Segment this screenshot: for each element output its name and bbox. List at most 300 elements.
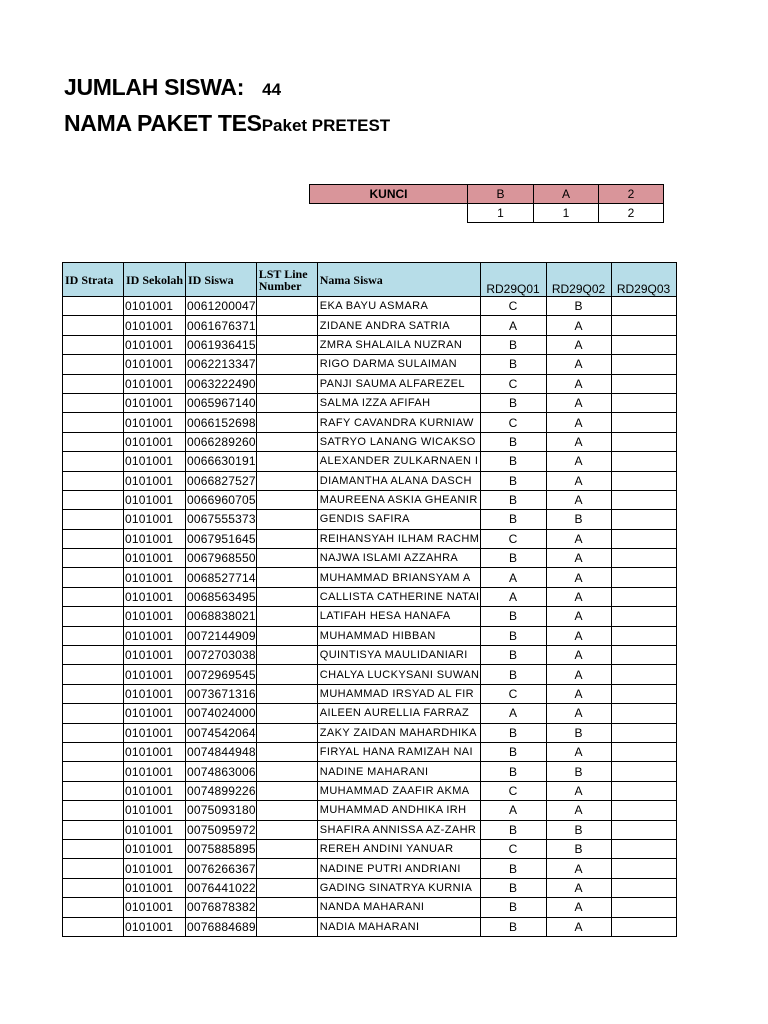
cell-rd29q01[interactable]: A (480, 316, 546, 335)
table-row (63, 316, 677, 335)
cell-id-strata[interactable] (63, 471, 124, 490)
cell-id-siswa[interactable]: 0072144909 (186, 626, 257, 645)
cell-rd29q01[interactable]: C (480, 781, 546, 800)
cell-id-strata[interactable] (63, 646, 124, 665)
cell-lst-line-number[interactable] (256, 452, 317, 471)
cell-id-strata[interactable] (63, 665, 124, 684)
nama-paket-line (64, 110, 390, 137)
cell-rd29q03[interactable] (611, 432, 676, 451)
kunci-table (309, 184, 664, 223)
cell-nama-siswa[interactable]: MUHAMMAD ZAAFIR AKMA (317, 781, 480, 800)
cell-rd29q01[interactable]: A (480, 704, 546, 723)
table-row (63, 723, 677, 742)
cell-lst-line-number[interactable] (256, 665, 317, 684)
cell-id-sekolah[interactable]: 0101001 (124, 490, 186, 509)
cell-rd29q03[interactable] (611, 393, 676, 412)
cell-id-siswa[interactable]: 0061200047 (186, 297, 257, 316)
cell-id-siswa[interactable]: 0072703038 (186, 646, 257, 665)
cell-id-strata[interactable] (63, 510, 124, 529)
cell-lst-line-number[interactable] (256, 626, 317, 645)
cell-id-sekolah[interactable]: 0101001 (124, 393, 186, 412)
cell-id-strata[interactable] (63, 723, 124, 742)
cell-rd29q03[interactable] (611, 839, 676, 858)
cell-rd29q02[interactable]: A (546, 665, 611, 684)
cell-rd29q01[interactable]: B (480, 723, 546, 742)
cell-lst-line-number[interactable] (256, 549, 317, 568)
cell-rd29q03[interactable] (611, 859, 676, 878)
cell-nama-siswa[interactable]: GENDIS SAFIRA (317, 510, 480, 529)
cell-lst-line-number[interactable] (256, 684, 317, 703)
nama-paket-label: NAMA PAKET TES (64, 110, 262, 136)
cell-rd29q02[interactable]: A (546, 607, 611, 626)
cell-rd29q02[interactable]: A (546, 859, 611, 878)
cell-id-sekolah[interactable]: 0101001 (124, 781, 186, 800)
cell-rd29q01[interactable]: B (480, 335, 546, 354)
cell-id-sekolah[interactable]: 0101001 (124, 878, 186, 897)
cell-rd29q02[interactable]: B (546, 723, 611, 742)
cell-rd29q02[interactable]: A (546, 471, 611, 490)
cell-id-strata[interactable] (63, 781, 124, 800)
cell-lst-line-number[interactable] (256, 839, 317, 858)
cell-rd29q01[interactable]: B (480, 471, 546, 490)
cell-rd29q02[interactable]: A (546, 355, 611, 374)
cell-id-strata[interactable] (63, 549, 124, 568)
cell-id-sekolah[interactable]: 0101001 (124, 432, 186, 451)
table-row (63, 393, 677, 412)
cell-rd29q03[interactable] (611, 762, 676, 781)
cell-id-siswa[interactable]: 0074844948 (186, 742, 257, 761)
cell-id-sekolah[interactable]: 0101001 (124, 355, 186, 374)
cell-id-siswa[interactable]: 0066289260 (186, 432, 257, 451)
cell-id-strata[interactable] (63, 587, 124, 606)
cell-rd29q03[interactable] (611, 704, 676, 723)
cell-id-sekolah[interactable]: 0101001 (124, 626, 186, 645)
cell-rd29q02[interactable]: A (546, 393, 611, 412)
cell-lst-line-number[interactable] (256, 297, 317, 316)
col-header-id-sekolah[interactable]: ID Sekolah (124, 263, 186, 297)
student-table-body (63, 297, 677, 937)
table-row (63, 762, 677, 781)
cell-id-strata[interactable] (63, 839, 124, 858)
cell-lst-line-number[interactable] (256, 316, 317, 335)
kunci-score-q2[interactable]: 1 (534, 204, 599, 223)
cell-nama-siswa[interactable]: CALLISTA CATHERINE NATAI (317, 587, 480, 606)
kunci-answer-q1[interactable]: B (468, 185, 534, 204)
cell-rd29q01[interactable]: B (480, 742, 546, 761)
kunci-score-q1[interactable]: 1 (468, 204, 534, 223)
cell-rd29q01[interactable]: B (480, 917, 546, 936)
cell-nama-siswa[interactable]: DIAMANTHA ALANA DASCH (317, 471, 480, 490)
cell-lst-line-number[interactable] (256, 801, 317, 820)
table-row (63, 510, 677, 529)
cell-rd29q01[interactable]: B (480, 490, 546, 509)
cell-id-sekolah[interactable]: 0101001 (124, 510, 186, 529)
cell-rd29q02[interactable]: A (546, 878, 611, 897)
cell-rd29q02[interactable]: A (546, 316, 611, 335)
cell-id-siswa[interactable]: 0061676371 (186, 316, 257, 335)
cell-rd29q02[interactable]: B (546, 820, 611, 839)
cell-nama-siswa[interactable]: ZIDANE ANDRA SATRIA (317, 316, 480, 335)
cell-id-sekolah[interactable]: 0101001 (124, 529, 186, 548)
cell-id-siswa[interactable]: 0074024000 (186, 704, 257, 723)
cell-lst-line-number[interactable] (256, 859, 317, 878)
cell-id-sekolah[interactable]: 0101001 (124, 820, 186, 839)
cell-id-siswa[interactable]: 0066960705 (186, 490, 257, 509)
cell-nama-siswa[interactable]: MUHAMMAD BRIANSYAM A (317, 568, 480, 587)
col-header-lst-line-number[interactable]: LST Line Number (256, 263, 317, 297)
nama-paket-value: Paket PRETEST (261, 116, 391, 135)
table-row (63, 452, 677, 471)
table-row (63, 471, 677, 490)
cell-id-strata[interactable] (63, 742, 124, 761)
cell-id-sekolah[interactable]: 0101001 (124, 723, 186, 742)
cell-id-siswa[interactable]: 0074542064 (186, 723, 257, 742)
cell-rd29q01[interactable]: B (480, 665, 546, 684)
col-header-rd29q02[interactable]: RD29Q02 (546, 263, 611, 297)
cell-rd29q03[interactable] (611, 665, 676, 684)
cell-id-siswa[interactable]: 0072969545 (186, 665, 257, 684)
cell-lst-line-number[interactable] (256, 413, 317, 432)
cell-id-strata[interactable] (63, 626, 124, 645)
cell-rd29q01[interactable]: B (480, 820, 546, 839)
cell-rd29q03[interactable] (611, 801, 676, 820)
cell-lst-line-number[interactable] (256, 568, 317, 587)
cell-id-strata[interactable] (63, 607, 124, 626)
cell-rd29q01[interactable]: B (480, 626, 546, 645)
table-row (63, 820, 677, 839)
cell-id-sekolah[interactable]: 0101001 (124, 413, 186, 432)
cell-rd29q03[interactable] (611, 374, 676, 393)
cell-id-siswa[interactable]: 0066827527 (186, 471, 257, 490)
cell-id-sekolah[interactable]: 0101001 (124, 859, 186, 878)
cell-rd29q02[interactable]: A (546, 587, 611, 606)
cell-rd29q03[interactable] (611, 471, 676, 490)
cell-id-siswa[interactable]: 0066630191 (186, 452, 257, 471)
cell-nama-siswa[interactable]: NAJWA ISLAMI AZZAHRA (317, 549, 480, 568)
cell-id-strata[interactable] (63, 335, 124, 354)
cell-lst-line-number[interactable] (256, 374, 317, 393)
cell-id-strata[interactable] (63, 684, 124, 703)
cell-lst-line-number[interactable] (256, 781, 317, 800)
cell-lst-line-number[interactable] (256, 490, 317, 509)
cell-rd29q02[interactable]: A (546, 432, 611, 451)
cell-id-strata[interactable] (63, 878, 124, 897)
cell-id-sekolah[interactable]: 0101001 (124, 898, 186, 917)
cell-rd29q01[interactable]: B (480, 510, 546, 529)
cell-rd29q02[interactable]: B (546, 510, 611, 529)
cell-rd29q02[interactable]: B (546, 762, 611, 781)
cell-id-siswa[interactable]: 0067951645 (186, 529, 257, 548)
cell-nama-siswa[interactable]: SATRYO LANANG WICAKSO (317, 432, 480, 451)
cell-rd29q01[interactable]: B (480, 393, 546, 412)
cell-id-sekolah[interactable]: 0101001 (124, 742, 186, 761)
cell-rd29q02[interactable]: A (546, 781, 611, 800)
cell-rd29q01[interactable]: C (480, 684, 546, 703)
cell-rd29q02[interactable]: A (546, 704, 611, 723)
cell-rd29q01[interactable]: C (480, 529, 546, 548)
cell-id-strata[interactable] (63, 529, 124, 548)
cell-id-strata[interactable] (63, 432, 124, 451)
cell-rd29q01[interactable]: B (480, 355, 546, 374)
cell-id-strata[interactable] (63, 490, 124, 509)
cell-nama-siswa[interactable]: EKA BAYU ASMARA (317, 297, 480, 316)
cell-nama-siswa[interactable]: SALMA IZZA AFIFAH (317, 393, 480, 412)
cell-rd29q01[interactable]: A (480, 801, 546, 820)
cell-rd29q02[interactable]: A (546, 646, 611, 665)
cell-id-strata[interactable] (63, 859, 124, 878)
cell-lst-line-number[interactable] (256, 917, 317, 936)
cell-lst-line-number[interactable] (256, 820, 317, 839)
col-header-rd29q03[interactable]: RD29Q03 (611, 263, 676, 297)
cell-id-sekolah[interactable]: 0101001 (124, 762, 186, 781)
cell-rd29q01[interactable]: B (480, 432, 546, 451)
cell-id-siswa[interactable]: 0068527714 (186, 568, 257, 587)
cell-id-strata[interactable] (63, 393, 124, 412)
cell-id-siswa[interactable]: 0076884689 (186, 917, 257, 936)
cell-id-strata[interactable] (63, 355, 124, 374)
kunci-score-q3[interactable]: 2 (599, 204, 664, 223)
cell-nama-siswa[interactable]: ZMRA SHALAILA NUZRAN (317, 335, 480, 354)
cell-id-sekolah[interactable]: 0101001 (124, 297, 186, 316)
cell-id-siswa[interactable]: 0065967140 (186, 393, 257, 412)
cell-rd29q02[interactable]: A (546, 529, 611, 548)
cell-id-strata[interactable] (63, 413, 124, 432)
cell-rd29q03[interactable] (611, 917, 676, 936)
col-header-id-siswa[interactable]: ID Siswa (186, 263, 257, 297)
cell-nama-siswa[interactable]: REIHANSYAH ILHAM RACHM (317, 529, 480, 548)
cell-lst-line-number[interactable] (256, 355, 317, 374)
cell-id-sekolah[interactable]: 0101001 (124, 374, 186, 393)
cell-rd29q02[interactable]: A (546, 413, 611, 432)
cell-rd29q02[interactable]: A (546, 549, 611, 568)
cell-rd29q01[interactable]: C (480, 413, 546, 432)
cell-id-sekolah[interactable]: 0101001 (124, 801, 186, 820)
cell-nama-siswa[interactable]: MAUREENA ASKIA GHEANIR (317, 490, 480, 509)
cell-id-strata[interactable] (63, 452, 124, 471)
cell-rd29q03[interactable] (611, 490, 676, 509)
cell-id-strata[interactable] (63, 898, 124, 917)
cell-id-strata[interactable] (63, 917, 124, 936)
table-row (63, 859, 677, 878)
cell-rd29q01[interactable]: A (480, 568, 546, 587)
cell-lst-line-number[interactable] (256, 587, 317, 606)
cell-lst-line-number[interactable] (256, 510, 317, 529)
cell-rd29q01[interactable]: B (480, 646, 546, 665)
cell-nama-siswa[interactable]: ALEXANDER ZULKARNAEN I (317, 452, 480, 471)
cell-id-strata[interactable] (63, 568, 124, 587)
cell-lst-line-number[interactable] (256, 762, 317, 781)
cell-nama-siswa[interactable]: MUHAMMAD IRSYAD AL FIR (317, 684, 480, 703)
cell-lst-line-number[interactable] (256, 393, 317, 412)
cell-rd29q03[interactable] (611, 316, 676, 335)
table-row (63, 490, 677, 509)
cell-rd29q03[interactable] (611, 413, 676, 432)
cell-nama-siswa[interactable]: CHALYA LUCKYSANI SUWAN (317, 665, 480, 684)
cell-id-sekolah[interactable]: 0101001 (124, 665, 186, 684)
cell-id-strata[interactable] (63, 820, 124, 839)
cell-id-siswa[interactable]: 0076878382 (186, 898, 257, 917)
cell-id-siswa[interactable]: 0068563495 (186, 587, 257, 606)
table-row (63, 742, 677, 761)
cell-nama-siswa[interactable]: AILEEN AURELLIA FARRAZ (317, 704, 480, 723)
cell-lst-line-number[interactable] (256, 607, 317, 626)
cell-rd29q03[interactable] (611, 820, 676, 839)
cell-rd29q03[interactable] (611, 607, 676, 626)
cell-rd29q01[interactable]: C (480, 374, 546, 393)
cell-id-strata[interactable] (63, 297, 124, 316)
cell-rd29q03[interactable] (611, 898, 676, 917)
cell-rd29q01[interactable]: C (480, 297, 546, 316)
cell-id-siswa[interactable]: 0075093180 (186, 801, 257, 820)
cell-rd29q02[interactable]: A (546, 917, 611, 936)
cell-id-sekolah[interactable]: 0101001 (124, 839, 186, 858)
cell-nama-siswa[interactable]: NADINE PUTRI ANDRIANI (317, 859, 480, 878)
cell-nama-siswa[interactable]: MUHAMMAD ANDHIKA IRH (317, 801, 480, 820)
cell-id-sekolah[interactable]: 0101001 (124, 316, 186, 335)
cell-rd29q03[interactable] (611, 568, 676, 587)
cell-rd29q01[interactable]: B (480, 762, 546, 781)
cell-id-siswa[interactable]: 0075095972 (186, 820, 257, 839)
cell-nama-siswa[interactable]: MUHAMMAD HIBBAN (317, 626, 480, 645)
cell-rd29q02[interactable]: A (546, 626, 611, 645)
cell-rd29q03[interactable] (611, 529, 676, 548)
cell-id-siswa[interactable]: 0063222490 (186, 374, 257, 393)
cell-nama-siswa[interactable]: REREH ANDINI YANUAR (317, 839, 480, 858)
cell-id-siswa[interactable]: 0068838021 (186, 607, 257, 626)
cell-id-siswa[interactable]: 0075885895 (186, 839, 257, 858)
cell-rd29q02[interactable]: A (546, 374, 611, 393)
cell-rd29q01[interactable]: A (480, 587, 546, 606)
cell-lst-line-number[interactable] (256, 646, 317, 665)
cell-id-strata[interactable] (63, 801, 124, 820)
cell-nama-siswa[interactable]: SHAFIRA ANNISSA AZ-ZAHR (317, 820, 480, 839)
cell-id-strata[interactable] (63, 762, 124, 781)
cell-nama-siswa[interactable]: RIGO DARMA SULAIMAN (317, 355, 480, 374)
cell-id-siswa[interactable]: 0076266367 (186, 859, 257, 878)
cell-rd29q02[interactable]: A (546, 742, 611, 761)
cell-rd29q02[interactable]: B (546, 839, 611, 858)
cell-nama-siswa[interactable]: QUINTISYA MAULIDANIARI (317, 646, 480, 665)
cell-lst-line-number[interactable] (256, 529, 317, 548)
cell-rd29q01[interactable]: B (480, 878, 546, 897)
cell-id-sekolah[interactable]: 0101001 (124, 587, 186, 606)
cell-rd29q03[interactable] (611, 646, 676, 665)
cell-rd29q03[interactable] (611, 587, 676, 606)
cell-id-siswa[interactable]: 0073671316 (186, 684, 257, 703)
cell-rd29q02[interactable]: A (546, 568, 611, 587)
cell-rd29q03[interactable] (611, 355, 676, 374)
cell-id-strata[interactable] (63, 704, 124, 723)
kunci-label[interactable]: KUNCI (310, 185, 468, 204)
cell-lst-line-number[interactable] (256, 878, 317, 897)
cell-rd29q03[interactable] (611, 723, 676, 742)
cell-id-siswa[interactable]: 0074863006 (186, 762, 257, 781)
cell-nama-siswa[interactable]: NADINE MAHARANI (317, 762, 480, 781)
cell-rd29q02[interactable]: A (546, 490, 611, 509)
cell-rd29q03[interactable] (611, 297, 676, 316)
cell-id-strata[interactable] (63, 316, 124, 335)
cell-id-strata[interactable] (63, 374, 124, 393)
cell-rd29q02[interactable]: A (546, 335, 611, 354)
cell-rd29q01[interactable]: B (480, 549, 546, 568)
cell-lst-line-number[interactable] (256, 723, 317, 742)
cell-id-sekolah[interactable]: 0101001 (124, 607, 186, 626)
cell-rd29q03[interactable] (611, 684, 676, 703)
cell-id-siswa[interactable]: 0062213347 (186, 355, 257, 374)
cell-rd29q03[interactable] (611, 335, 676, 354)
cell-nama-siswa[interactable]: NADIA MAHARANI (317, 917, 480, 936)
cell-nama-siswa[interactable]: PANJI SAUMA ALFAREZEL (317, 374, 480, 393)
jumlah-siswa-line (64, 74, 281, 101)
cell-rd29q01[interactable]: B (480, 898, 546, 917)
cell-nama-siswa[interactable]: NANDA MAHARANI (317, 898, 480, 917)
jumlah-siswa-value: 44 (262, 80, 282, 99)
cell-rd29q01[interactable]: B (480, 452, 546, 471)
cell-lst-line-number[interactable] (256, 742, 317, 761)
cell-nama-siswa[interactable]: FIRYAL HANA RAMIZAH NAI (317, 742, 480, 761)
cell-rd29q02[interactable]: B (546, 297, 611, 316)
cell-id-sekolah[interactable]: 0101001 (124, 335, 186, 354)
cell-id-siswa[interactable]: 0066152698 (186, 413, 257, 432)
table-row (63, 568, 677, 587)
cell-lst-line-number[interactable] (256, 335, 317, 354)
kunci-answer-q3[interactable]: 2 (599, 185, 664, 204)
cell-rd29q01[interactable]: C (480, 839, 546, 858)
cell-rd29q02[interactable]: A (546, 684, 611, 703)
cell-rd29q03[interactable] (611, 452, 676, 471)
cell-lst-line-number[interactable] (256, 898, 317, 917)
cell-rd29q02[interactable]: A (546, 801, 611, 820)
cell-id-sekolah[interactable]: 0101001 (124, 549, 186, 568)
cell-id-sekolah[interactable]: 0101001 (124, 704, 186, 723)
cell-rd29q02[interactable]: A (546, 452, 611, 471)
cell-nama-siswa[interactable]: LATIFAH HESA HANAFA (317, 607, 480, 626)
cell-id-sekolah[interactable]: 0101001 (124, 568, 186, 587)
cell-lst-line-number[interactable] (256, 704, 317, 723)
cell-lst-line-number[interactable] (256, 471, 317, 490)
cell-id-sekolah[interactable]: 0101001 (124, 471, 186, 490)
cell-nama-siswa[interactable]: RAFY CAVANDRA KURNIAW (317, 413, 480, 432)
table-row (63, 646, 677, 665)
col-header-id-strata[interactable]: ID Strata (63, 263, 124, 297)
cell-id-siswa[interactable]: 0076441022 (186, 878, 257, 897)
cell-rd29q01[interactable]: B (480, 859, 546, 878)
cell-rd29q01[interactable]: B (480, 607, 546, 626)
kunci-answer-q2[interactable]: A (534, 185, 599, 204)
cell-rd29q03[interactable] (611, 781, 676, 800)
cell-id-sekolah[interactable]: 0101001 (124, 646, 186, 665)
cell-id-siswa[interactable]: 0074899226 (186, 781, 257, 800)
cell-id-siswa[interactable]: 0061936415 (186, 335, 257, 354)
cell-rd29q03[interactable] (611, 510, 676, 529)
jumlah-siswa-label: JUMLAH SISWA: (64, 74, 245, 100)
cell-id-sekolah[interactable]: 0101001 (124, 917, 186, 936)
cell-id-siswa[interactable]: 0067968550 (186, 549, 257, 568)
cell-rd29q03[interactable] (611, 878, 676, 897)
cell-nama-siswa[interactable]: ZAKY ZAIDAN MAHARDHIKA (317, 723, 480, 742)
cell-nama-siswa[interactable]: GADING SINATRYA KURNIA (317, 878, 480, 897)
cell-id-sekolah[interactable]: 0101001 (124, 452, 186, 471)
cell-rd29q03[interactable] (611, 626, 676, 645)
cell-id-siswa[interactable]: 0067555373 (186, 510, 257, 529)
cell-rd29q03[interactable] (611, 549, 676, 568)
cell-lst-line-number[interactable] (256, 432, 317, 451)
cell-rd29q02[interactable]: A (546, 898, 611, 917)
cell-id-sekolah[interactable]: 0101001 (124, 684, 186, 703)
col-header-nama-siswa[interactable]: Nama Siswa (317, 263, 480, 297)
cell-rd29q03[interactable] (611, 742, 676, 761)
col-header-rd29q01[interactable]: RD29Q01 (480, 263, 546, 297)
